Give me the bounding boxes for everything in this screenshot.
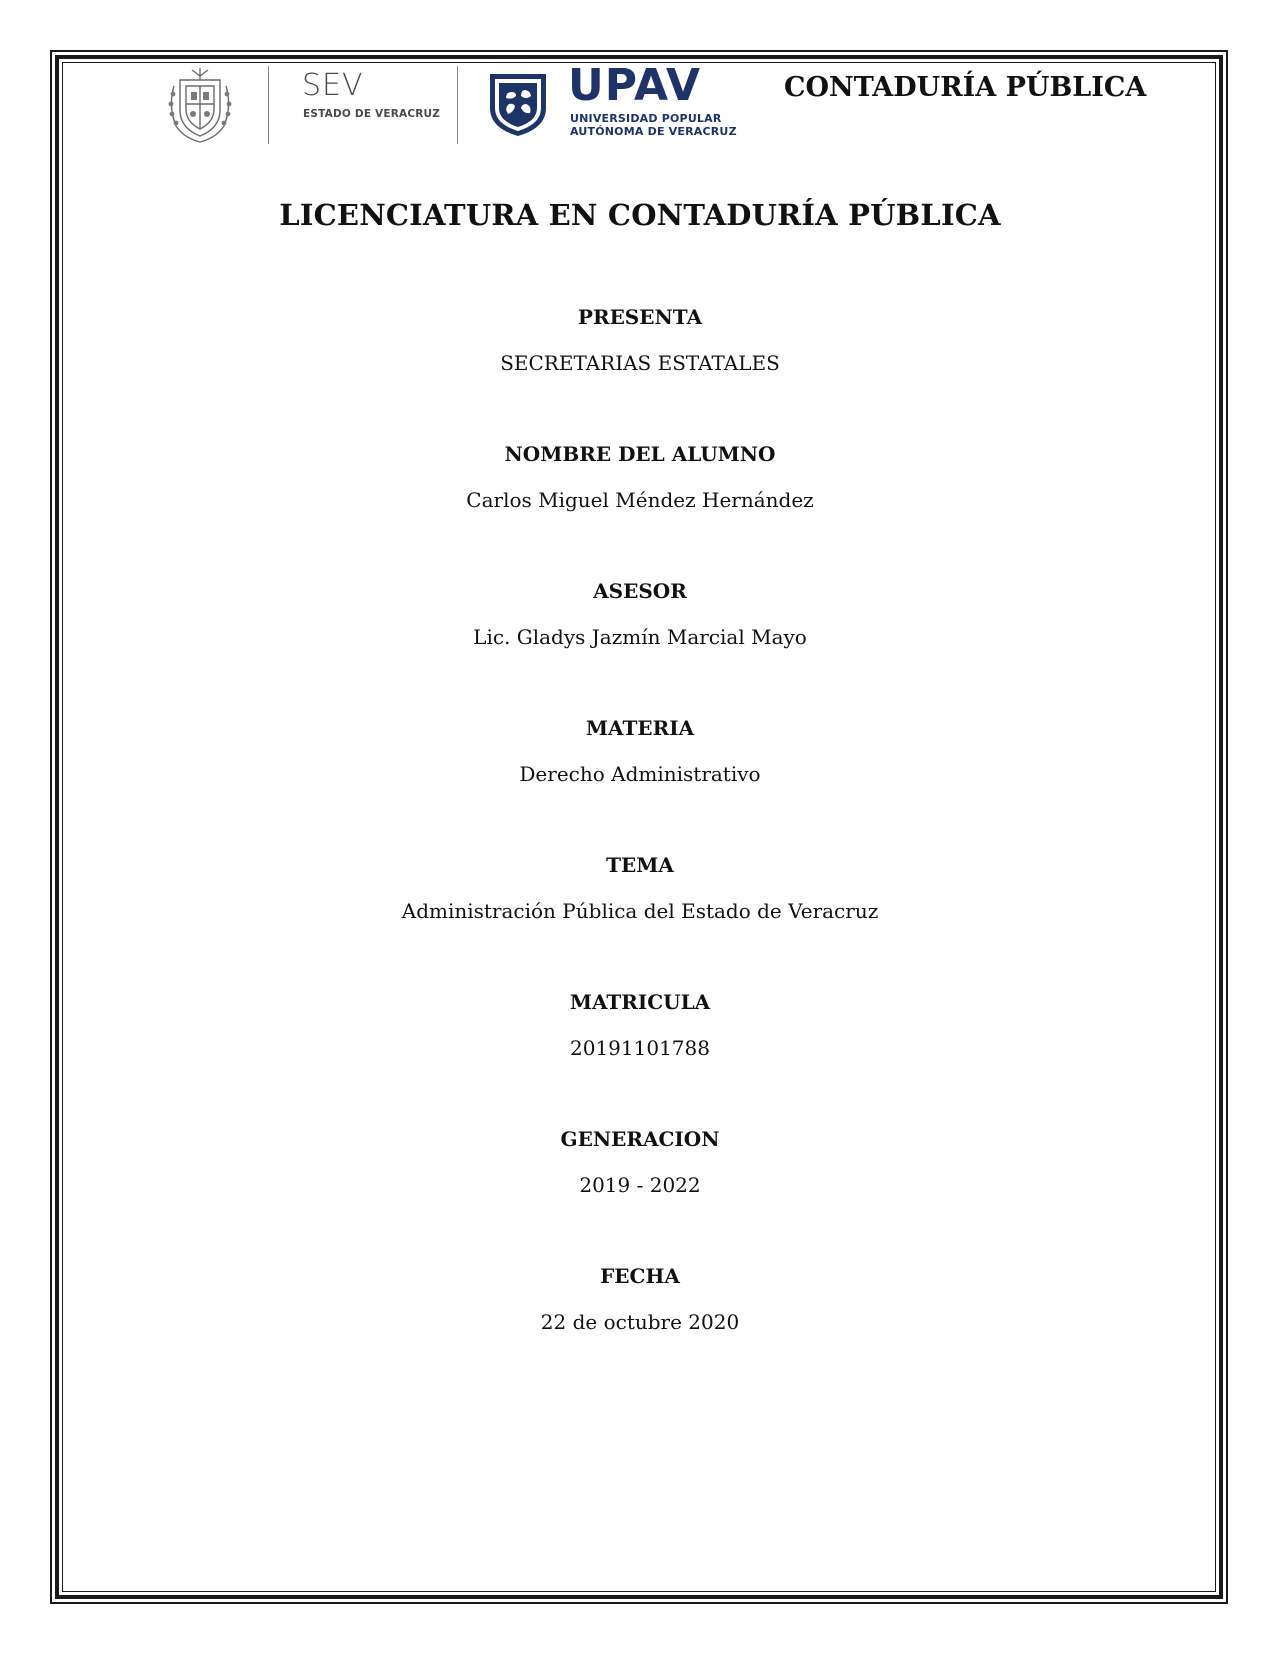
- sev-logo-subtitle: ESTADO DE VERACRUZ: [303, 108, 441, 120]
- section-nombre-del-alumno: [0, 441, 1280, 513]
- upav-shield-icon: [486, 70, 550, 138]
- upav-logo-subtitle-line1: UNIVERSIDAD POPULAR: [570, 112, 722, 125]
- section-label: MATERIA: [585, 716, 695, 740]
- section-label: MATRICULA: [569, 990, 711, 1014]
- section-value: Carlos Miguel Méndez Hernández: [466, 488, 814, 512]
- section-tema: [0, 852, 1280, 924]
- section-fecha: [0, 1263, 1280, 1335]
- section-matricula: [0, 989, 1280, 1061]
- section-value: Administración Pública del Estado de Veracruz: [401, 899, 879, 923]
- header-program-name: CONTADURÍA PÚBLICA: [784, 72, 1147, 103]
- veracruz-seal-icon: [164, 66, 236, 144]
- section-asesor: [0, 578, 1280, 650]
- section-value: Derecho Administrativo: [519, 762, 761, 786]
- section-presenta: [0, 304, 1280, 376]
- section-label: NOMBRE DEL ALUMNO: [504, 442, 776, 466]
- section-materia: [0, 715, 1280, 787]
- section-label: ASESOR: [593, 579, 687, 603]
- sev-logo-title: SEV: [302, 68, 364, 103]
- section-value: 22 de octubre 2020: [540, 1310, 740, 1334]
- page-border-inner: [62, 62, 1216, 1592]
- section-value: 2019 - 2022: [579, 1173, 701, 1197]
- section-label: TEMA: [606, 853, 674, 877]
- section-value: Lic. Gladys Jazmín Marcial Mayo: [473, 625, 807, 649]
- section-generacion: [0, 1126, 1280, 1198]
- header-divider: [457, 66, 458, 144]
- header-divider: [268, 66, 269, 144]
- document-header: [160, 62, 1160, 152]
- section-label: PRESENTA: [577, 305, 703, 329]
- section-value: 20191101788: [570, 1036, 710, 1060]
- section-label: GENERACION: [560, 1127, 720, 1151]
- document-title: LICENCIATURA EN CONTADURÍA PÚBLICA: [279, 198, 1001, 232]
- section-value: SECRETARIAS ESTATALES: [500, 351, 780, 375]
- upav-logo-title: UPAV: [568, 60, 702, 111]
- upav-logo-subtitle-line2: AUTÓNOMA DE VERACRUZ: [570, 125, 737, 138]
- section-label: FECHA: [600, 1264, 680, 1288]
